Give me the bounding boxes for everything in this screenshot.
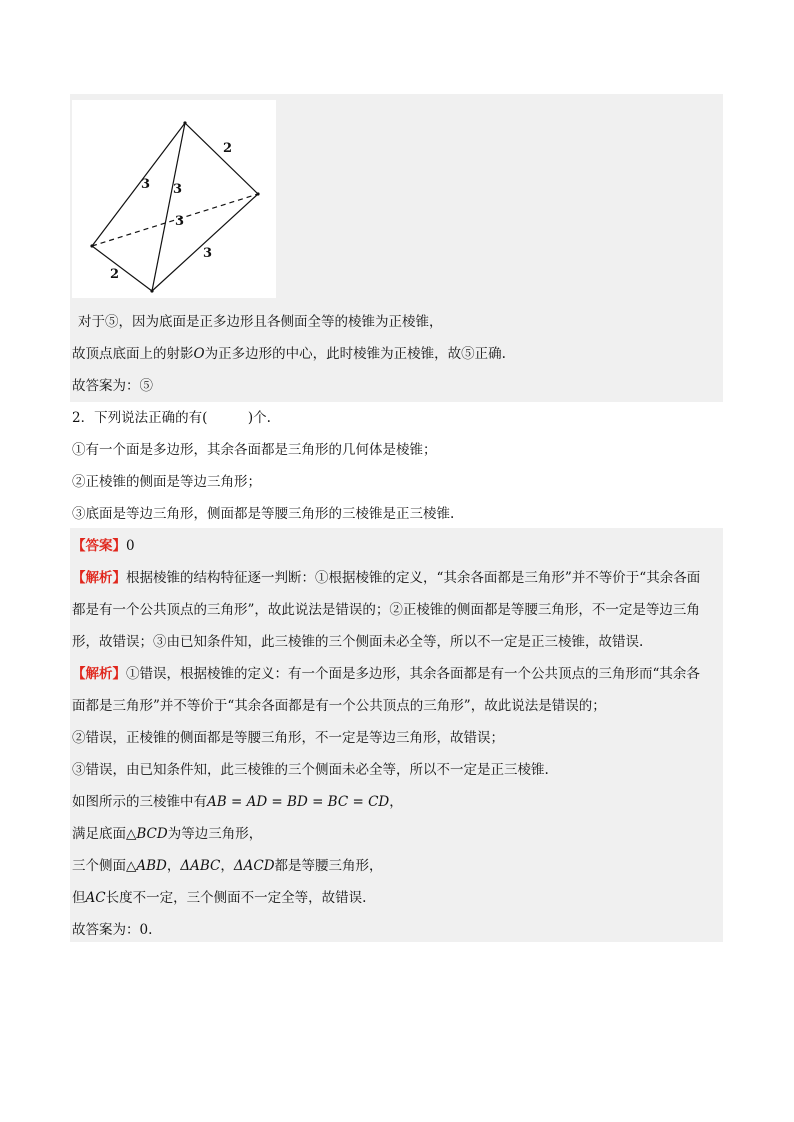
vertex-dot (183, 121, 186, 124)
pyramid-diagram (72, 100, 276, 298)
edge-top-left (92, 123, 185, 246)
pyramid-figure (72, 100, 276, 298)
edge-label: 2 (223, 141, 233, 156)
answer-line: 故答案为：0. (72, 922, 153, 938)
analysis-tag: 【解析】 (72, 666, 126, 682)
answer-value: 0 (126, 538, 135, 554)
answer-row (72, 536, 135, 556)
analysis-line: 【解析】根据棱锥的结构特征逐一判断：①根据棱锥的定义，“其余各面都是三角形”并不等价于“其余各面 (72, 570, 701, 586)
question-option: ②正棱锥的侧面是等边三角形； (72, 474, 261, 490)
edge-label: 3 (203, 246, 213, 261)
solution-text: 故顶点底面上的射影O为正多边形的中心，此时棱锥为正棱锥，故⑤正确. (72, 346, 506, 362)
analysis-line: 【解析】①错误，根据棱锥的定义：有一个面是多边形，其余各面都是有一个公共顶点的三角形而“其余各 (72, 666, 700, 682)
vertex-dot (150, 289, 153, 292)
analysis-tag: 【解析】 (72, 570, 126, 586)
analysis-line: 面都是三角形”并不等价于“其余各面都是有一个公共顶点的三角形”，故此说法是错误的； (72, 698, 606, 714)
analysis-line: 满足底面△BCD为等边三角形， (72, 826, 263, 842)
math-expression: ΔABC (180, 858, 221, 874)
question-stem: 2．下列说法正确的有( )个. (72, 410, 271, 426)
edge-label: 3 (175, 214, 185, 229)
edge-label: 3 (141, 177, 151, 192)
analysis-line: 三个侧面△ABD，ΔABC，ΔACD都是等腰三角形， (72, 858, 383, 874)
analysis-line: 都是有一个公共顶点的三角形”，故此说法是错误的；②正棱锥的侧面都是等腰三角形，不一定是等边三角 (72, 602, 700, 618)
analysis-line: 如图所示的三棱锥中有AB = AD = BD = BC = CD， (72, 794, 403, 810)
analysis-line: 形，故错误；③由已知条件知，此三棱锥的三个侧面未必全等，所以不一定是正三棱锥，故错误. (72, 634, 644, 650)
question-option: ③底面是等边三角形，侧面都是等腰三角形的三棱锥是正三棱锥. (72, 506, 455, 522)
edge-top-right (185, 123, 258, 194)
math-expression: △BCD (126, 826, 168, 842)
answer-line: 故答案为：⑤ (72, 378, 153, 394)
analysis-line: ②错误，正棱锥的侧面都是等腰三角形，不一定是等边三角形，故错误； (72, 730, 504, 746)
math-expression: AC (85, 890, 106, 906)
analysis-line: 但AC长度不一定，三个侧面不一定全等，故错误. (72, 890, 367, 906)
answer-tag: 【答案】 (72, 538, 126, 554)
math-expression: △ABD (126, 858, 167, 874)
analysis-line: ③错误，由已知条件知，此三棱锥的三个侧面未必全等，所以不一定是正三棱锥. (72, 762, 549, 778)
question-option: ①有一个面是多边形，其余各面都是三角形的几何体是棱锥； (72, 442, 437, 458)
vertex-dot (256, 192, 259, 195)
math-expression: ΔACD (233, 858, 275, 874)
edge-label: 2 (110, 267, 120, 282)
edge-left-bottom (92, 246, 152, 291)
math-expression: AB = AD = BD = BC = CD (207, 794, 390, 810)
vertex-dot (90, 244, 93, 247)
solution-text: 对于⑤，因为底面是正多边形且各侧面全等的棱锥为正棱锥， (78, 314, 443, 330)
edge-label: 3 (173, 182, 183, 197)
math-var-o: O (193, 346, 205, 362)
